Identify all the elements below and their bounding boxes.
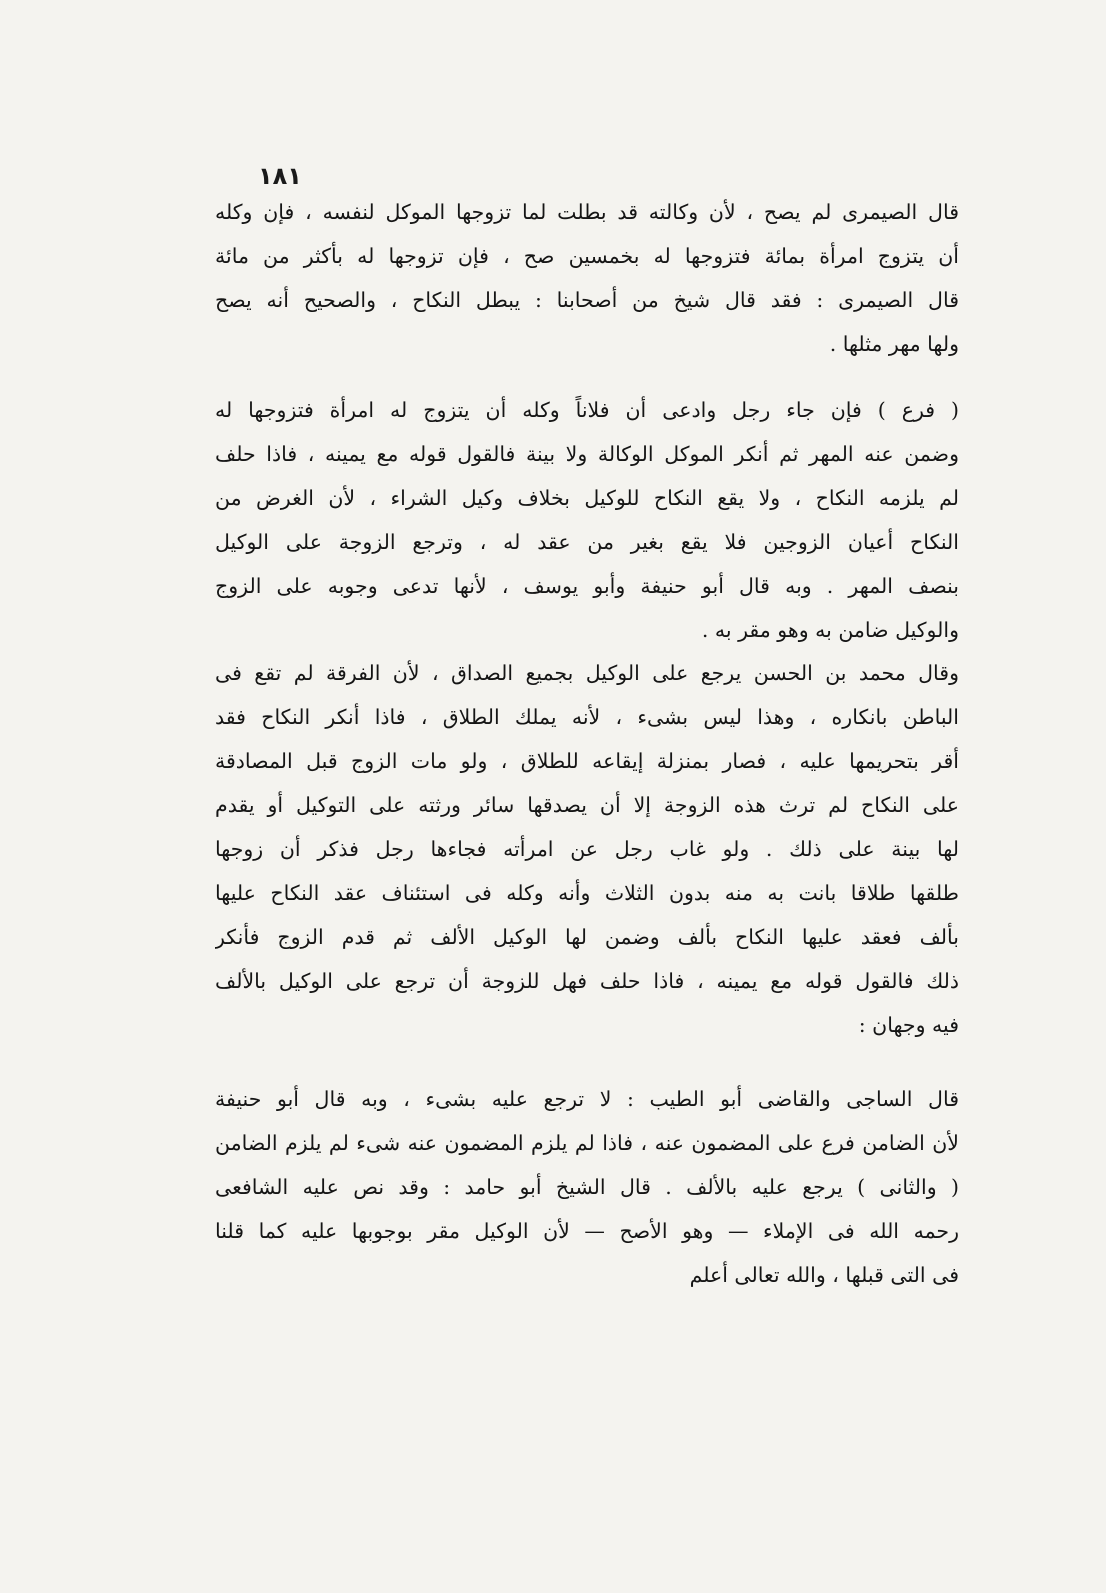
text-line: فى التى قبلها ، والله تعالى أعلم	[689, 1263, 959, 1287]
paragraph-2	[215, 388, 959, 652]
text-line: لها بينة على ذلك . ولو غاب رجل عن امرأته فجاءها رجل فذكر أن زوجها	[215, 837, 959, 861]
text-line: رحمه الله فى الإملاء — وهو الأصح — لأن الوكيل مقر بوجوبها عليه كما قلنا	[215, 1219, 959, 1243]
text-line: طلقها طلاقا بانت به منه بدون الثلاث وأنه وكله فى استئناف عقد النكاح عليها	[215, 881, 959, 905]
text-line: بألف فعقد عليها النكاح بألف وضمن لها الوكيل الألف ثم قدم الزوج فأنكر	[215, 925, 959, 949]
text-line: ( فرع ) فإن جاء رجل وادعى أن فلاناً وكله أن يتزوج له امرأة فتزوجها له	[215, 398, 959, 422]
text-line: أقر بتحريمها عليه ، فصار بمنزلة إيقاعه للطلاق ، ولو مات الزوج قبل المصادقة	[215, 749, 959, 773]
paragraph-4	[215, 1077, 959, 1297]
text-line: والوكيل ضامن به وهو مقر به .	[701, 618, 959, 642]
text-line: ذلك فالقول قوله مع يمينه ، فاذا حلف فهل للزوجة أن ترجع على الوكيل بالألف	[215, 969, 959, 993]
text-line: النكاح أعيان الزوجين فلا يقع بغير من عقد له ، وترجع الزوجة على الوكيل	[215, 530, 959, 554]
text-line: لأن الضامن فرع على المضمون عنه ، فاذا لم يلزم المضمون عنه شىء لم يلزم الضامن	[215, 1131, 959, 1155]
text-line: قال الصيمرى : فقد قال شيخ من أصحابنا : يبطل النكاح ، والصحيح أنه يصح	[215, 288, 959, 312]
text-line: فيه وجهان :	[858, 1013, 959, 1037]
text-line: ( والثانى ) يرجع عليه بالألف . قال الشيخ أبو حامد : وقد نص عليه الشافعى	[215, 1175, 959, 1199]
text-line: على النكاح لم ترث هذه الزوجة إلا أن يصدقها سائر ورثته على التوكيل أو يقدم	[215, 793, 959, 817]
text-line: ولها مهر مثلها .	[829, 332, 959, 356]
text-line: قال الساجى والقاضى أبو الطيب : لا ترجع عليه بشىء ، وبه قال أبو حنيفة	[215, 1087, 959, 1111]
text-line: وقال محمد بن الحسن يرجع على الوكيل بجميع الصداق ، لأن الفرقة لم تقع فى	[215, 661, 959, 685]
text-line: أن يتزوج امرأة بمائة فتزوجها له بخمسين صح ، فإن تزوجها له بأكثر من مائة	[215, 244, 959, 268]
paragraph-1	[215, 190, 959, 366]
text-line: وضمن عنه المهر ثم أنكر الموكل الوكالة ولا بينة فالقول قوله مع يمينه ، فاذا حلف	[215, 442, 959, 466]
paragraph-3	[215, 651, 959, 1047]
text-line: بنصف المهر . وبه قال أبو حنيفة وأبو يوسف ، لأنها تدعى وجوبه على الزوج	[215, 574, 959, 598]
text-line: قال الصيمرى لم يصح ، لأن وكالته قد بطلت لما تزوجها الموكل لنفسه ، فإن وكله	[215, 200, 959, 224]
text-line: الباطن بانكاره ، وهذا ليس بشىء ، لأنه يملك الطلاق ، فاذا أنكر النكاح فقد	[215, 705, 959, 729]
page-number: ١٨١	[258, 162, 302, 190]
text-line: لم يلزمه النكاح ، ولا يقع النكاح للوكيل بخلاف وكيل الشراء ، لأن الغرض من	[215, 486, 959, 510]
